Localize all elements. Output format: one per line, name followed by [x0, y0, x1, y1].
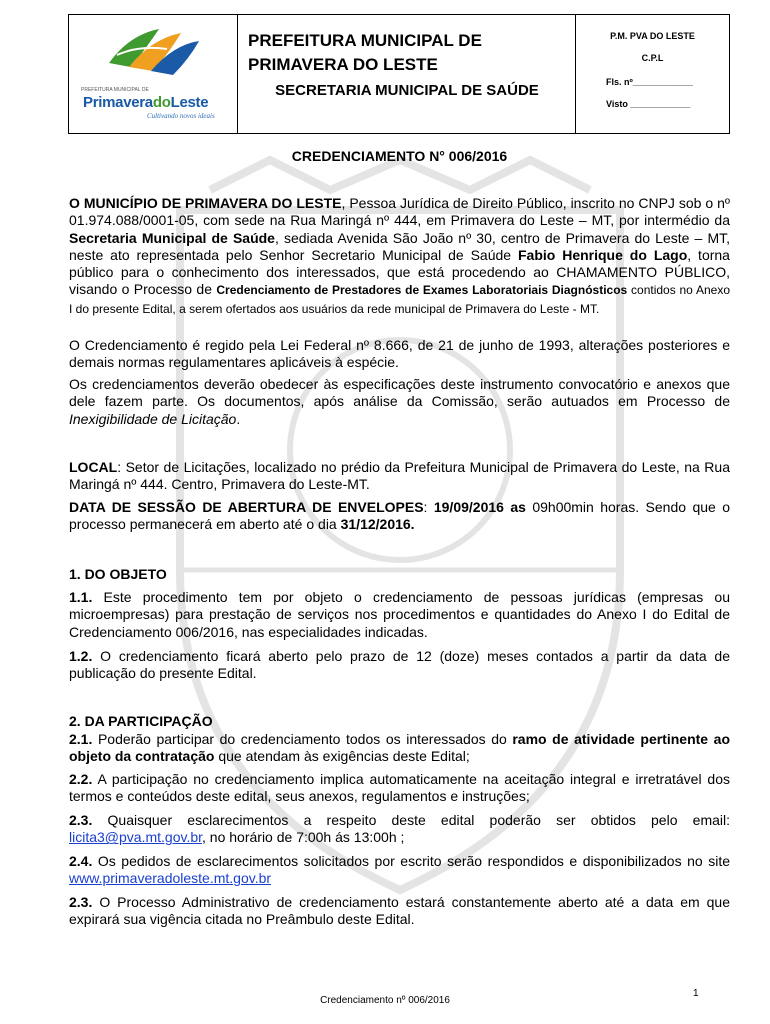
logo-small-caption: PREFEITURA MUNICIPAL DE — [81, 87, 149, 93]
item-1-1: 1.1. Este procedimento tem por objeto o credenciamento de pessoas jurídicas (empresas ou microempresas) para prestação de serviços nos procedimentos e quantidades do Anexo I do Edital de Credenciamento 006/2016, nas especialidades indicadas. — [69, 589, 730, 640]
item-2-1: 2.1. Poderão participar do credenciamento todos os interessados do ramo de atividade pertinente ao objeto da contratação que atendam às exigências deste Edital; — [69, 731, 730, 765]
local-paragraph: LOCAL: Setor de Licitações, localizado no prédio da Prefeitura Municipal de Primavera do Leste, na Rua Maringá nº 444. Centro, Primavera do Leste-MT. — [69, 459, 730, 493]
institution-title: PREFEITURA MUNICIPAL DE PRIMAVERA DO LESTE — [248, 31, 482, 74]
item-2-4: 2.4. Os pedidos de esclarecimentos solicitados por escrito serão respondidos e disponibilizados no site www.primaveradoleste.mt.gov.br — [69, 853, 730, 887]
section-1-heading: 1. DO OBJETO — [69, 566, 167, 582]
section-2-heading: 2. DA PARTICIPAÇÃO — [69, 713, 213, 729]
credenciamento-paragraph: Os credenciamentos deverão obedecer às especificações deste instrumento convocatório e anexos que dele fazem parte. Os documentos, após análise da Comissão, serão autuados em Processo de Inexigibilidade de Licitação. — [69, 376, 730, 427]
visto-field: Visto ____________ — [606, 99, 691, 109]
logo-wordmark: PrimaveradoLeste — [83, 94, 209, 111]
fls-field: Fls. nº____________ — [606, 77, 693, 87]
item-2-2: 2.2. A participação no credenciamento implica automaticamente na aceitação integral e irretratável dos termos e conteúdos deste edital, seus anexos, regulamentos e instruções; — [69, 771, 730, 805]
website-link[interactable]: www.primaveradoleste.mt.gov.br — [69, 870, 272, 887]
item-2-3: 2.3. Quaisquer esclarecimentos a respeito deste edital poderão ser obtidos pelo email: licita3@pva.mt.gov.br, no horário de 7:00h ás 13:00h ; — [69, 812, 730, 846]
info-cell — [576, 15, 729, 133]
intro-paragraph: O MUNICÍPIO DE PRIMAVERA DO LESTE, Pessoa Jurídica de Direito Público, inscrito no CNPJ sob o nº 01.974.088/0001-05, com sede na Rua Maringá nº 444, em Primavera do Leste – MT, por intermédio da Secretaria Municipal de Saúde, sediada Avenida São João nº 30, centro de Primavera do Leste – MT, neste ato representada pelo Senhor Secretario Municipal de Saúde Fabio Henrique do Lago, torna público para o conhecimento dos interessados, que está procedendo ao CHAMAMENTO PÚBLICO, visando o Processo de Credenciamento de Prestadores de Exames Laboratoriais Diagnósticos contidos no Anexo I do presente Edital, a serem ofertados aos usuários da rede municipal de Primavera do Leste - MT. — [69, 195, 731, 316]
session-date-paragraph: DATA DE SESSÃO DE ABERTURA DE ENVELOPES: 19/09/2016 as 09h00min horas. Sendo que o processo permanecerá em aberto até o dia 31/12/2016. — [69, 499, 731, 533]
document-header — [68, 14, 730, 134]
email-link[interactable]: licita3@pva.mt.gov.br — [69, 829, 203, 846]
title-cell — [238, 15, 576, 133]
page-number: 1 — [693, 988, 699, 999]
page-footer: Credenciamento nº 006/2016 — [320, 995, 450, 1006]
logo-cell — [69, 15, 238, 133]
secretariat-title: SECRETARIA MUNICIPAL DE SAÚDE — [275, 82, 539, 99]
item-1-2: 1.2. O credenciamento ficará aberto pelo prazo de 12 (doze) meses contados a partir da data de publicação do presente Edital. — [69, 648, 730, 682]
primavera-logo-icon — [69, 15, 237, 85]
item-2-3-repeat: 2.3. O Processo Administrativo de credenciamento estará constantemente aberto até a data em que expirará sua vigência citada no Preâmbulo deste Edital. — [69, 894, 730, 928]
document-title: CREDENCIAMENTO N° 006/2016 — [291, 148, 508, 164]
logo-tagline: Cultivando novos ideais — [147, 112, 215, 120]
pm-label: P.M. PVA DO LESTE — [610, 31, 695, 41]
law-paragraph: O Credenciamento é regido pela Lei Federal nº 8.666, de 21 de junho de 1993, alterações posteriores e demais normas regulamentares aplicáveis à espécie. — [69, 337, 730, 371]
cpl-label: C.P.L — [641, 53, 664, 63]
